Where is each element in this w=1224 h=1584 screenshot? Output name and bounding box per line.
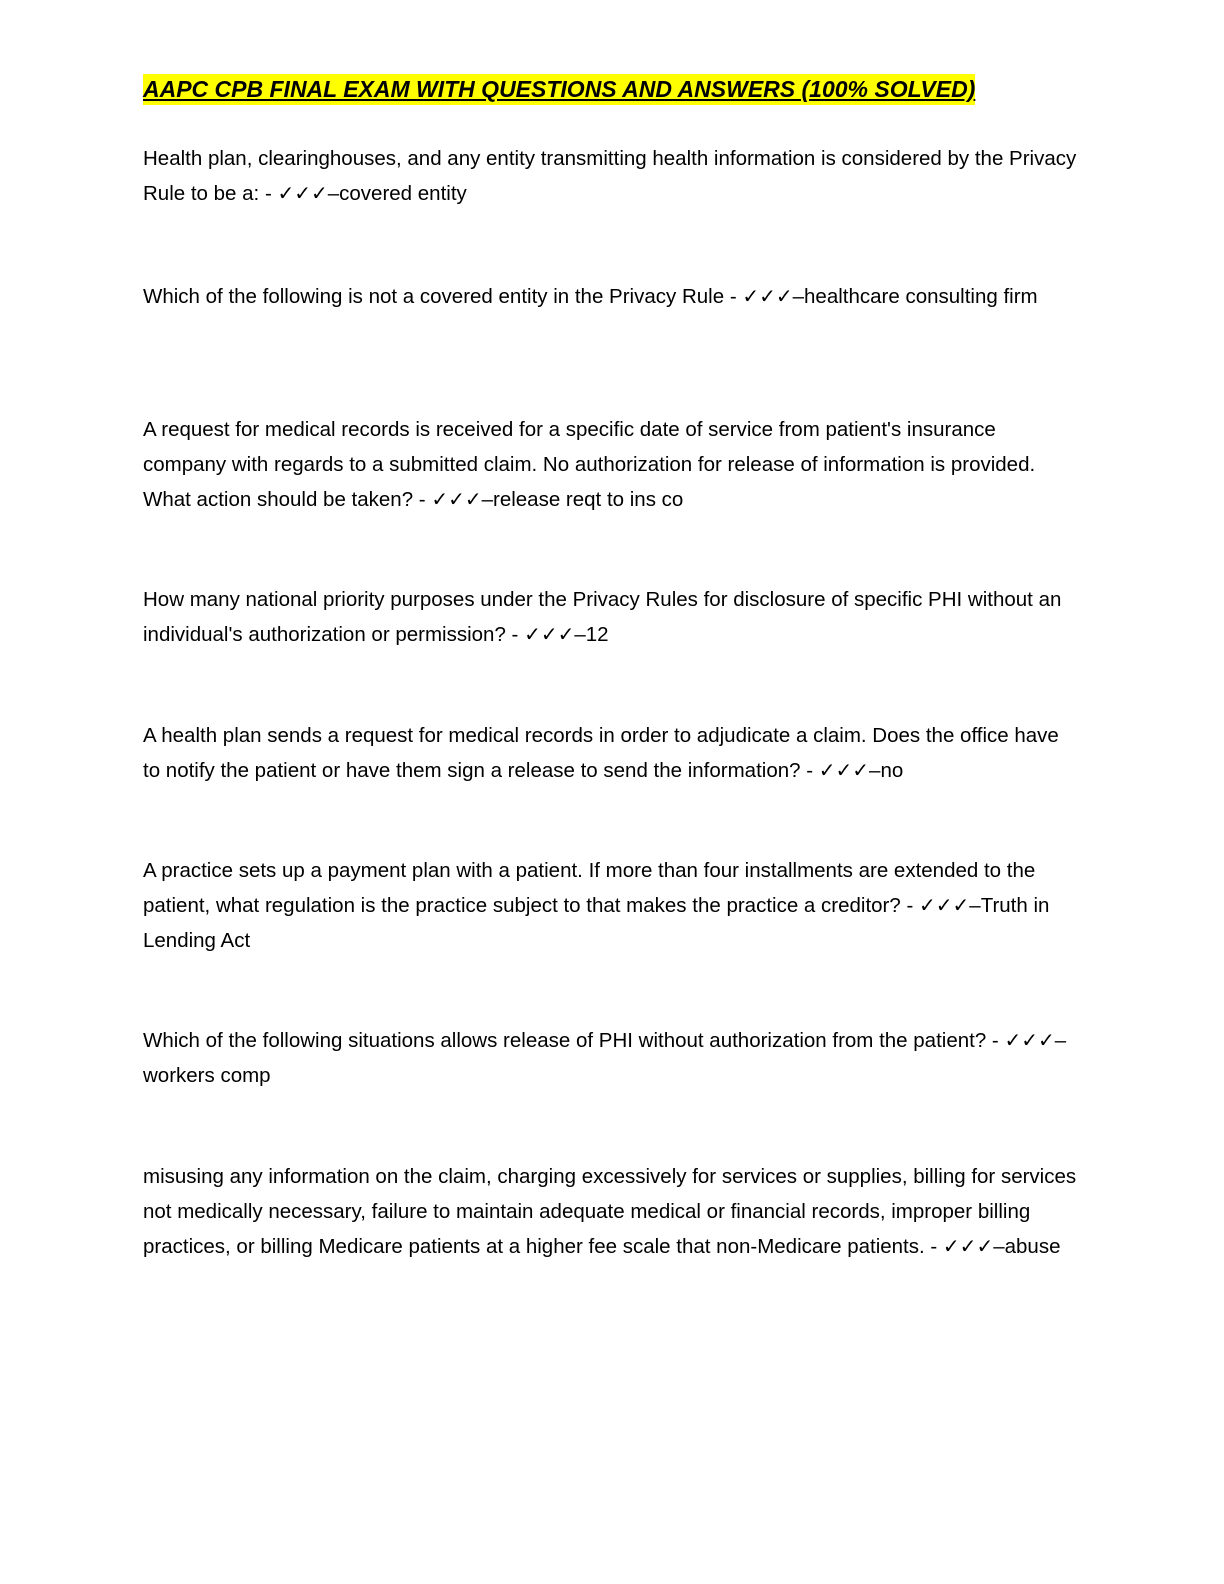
qa-item (143, 1023, 1078, 1093)
separator: - (900, 894, 919, 917)
answer-text: covered entity (339, 182, 467, 205)
qa-item (143, 1159, 1078, 1264)
answer-prefix: – (574, 623, 586, 646)
answer-text: no (880, 759, 904, 782)
checkmark-icon: ✓✓✓ (524, 622, 575, 646)
separator: - (413, 488, 432, 511)
answer-prefix: – (969, 894, 981, 917)
checkmark-icon: ✓✓✓ (277, 181, 328, 205)
qa-item (143, 412, 1078, 517)
checkmark-icon: ✓✓✓ (431, 487, 482, 511)
answer-text: abuse (1004, 1235, 1061, 1258)
answer-prefix: – (993, 1235, 1005, 1258)
separator: - (800, 759, 819, 782)
title-block (143, 72, 1083, 106)
checkmark-icon: ✓✓✓ (742, 284, 793, 308)
checkmark-icon: ✓✓✓ (919, 893, 970, 917)
question-text: Which of the following situations allows release of PHI without authorization from the patient? (143, 1029, 987, 1052)
answer-text: healthcare consulting firm (804, 285, 1038, 308)
separator: - (986, 1029, 1005, 1052)
qa-item (143, 853, 1078, 958)
checkmark-icon: ✓✓✓ (1004, 1028, 1055, 1052)
answer-text: workers comp (143, 1064, 271, 1087)
answer-text: release reqt to ins co (493, 488, 684, 511)
document-title: AAPC CPB FINAL EXAM WITH QUESTIONS AND ANSWERS (100% SOLVED) (143, 74, 975, 105)
separator: - (724, 285, 743, 308)
question-text: A health plan sends a request for medical records in order to adjudicate a claim. Does the office have to notify the patient or have them sign a release to send the information? (143, 724, 1059, 782)
question-text: misusing any information on the claim, charging excessively for services or supplies, billing for services not medically necessary, failure to maintain adequate medical or financial records, improper billing practices, or billing Medicare patients at a higher fee scale that non-Medicare patients. (143, 1165, 1077, 1258)
answer-prefix: – (481, 488, 493, 511)
separator: - (505, 623, 525, 646)
question-text: How many national priority purposes under the Privacy Rules for disclosure of specific PHI without an individual's authorization or permission? (143, 588, 1062, 646)
answer-prefix: – (327, 182, 340, 205)
qa-item (143, 718, 1078, 788)
answer-prefix: – (792, 285, 805, 308)
checkmark-icon: ✓✓✓ (818, 758, 870, 782)
answer-text: Truth in Lending Act (143, 894, 1050, 952)
qa-item (143, 279, 1078, 314)
separator: - (259, 182, 278, 205)
checkmark-icon: ✓✓✓ (942, 1234, 994, 1258)
qa-item (143, 582, 1078, 652)
answer-text: 12 (585, 623, 609, 646)
question-text: Which of the following is not a covered entity in the Privacy Rule (143, 285, 725, 308)
question-text: A practice sets up a payment plan with a patient. If more than four installments are extended to the patient, what regulation is the practice subject to that makes the practice a creditor? (143, 859, 1036, 917)
question-text: A request for medical records is received for a specific date of service from patient's insurance company with regards to a submitted claim. No authorization for release of information is provided. What action should be taken? (143, 418, 1036, 511)
answer-prefix: – (1054, 1029, 1067, 1052)
question-text: Health plan, clearinghouses, and any entity transmitting health information is considered by the Privacy Rule to be a: (143, 147, 1077, 205)
answer-prefix: – (869, 759, 881, 782)
qa-item (143, 141, 1078, 211)
separator: - (924, 1235, 943, 1258)
